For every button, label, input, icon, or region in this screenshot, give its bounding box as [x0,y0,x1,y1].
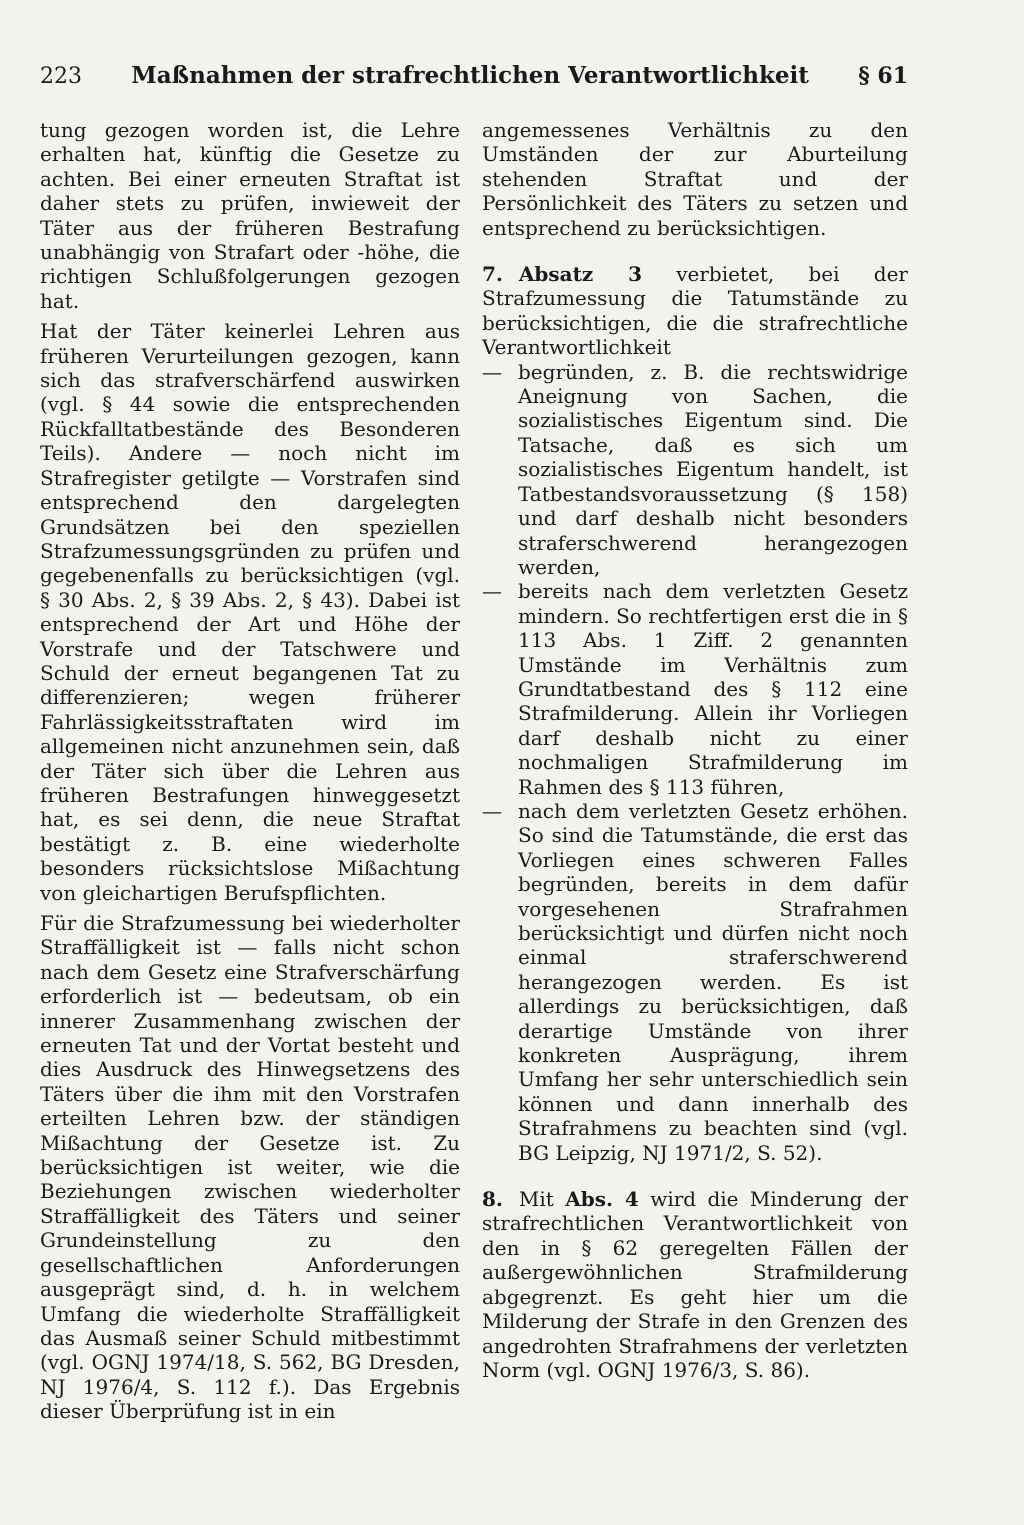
section-8-pre: Mit [518,1187,566,1212]
section-8 [482,1187,908,1382]
section-marker: § 61 [858,63,908,89]
list-item [482,579,908,799]
section-8-bold: Abs. 4 [565,1187,639,1212]
left-paragraph-1: tung gezogen worden ist, die Lehre erhalten hat, künftig die Gesetze zu achten. Bei einer erneuten Straftat ist daher stets zu prüfen, inwieweit der Täter aus der früheren Bestrafung unabhängig von Strafart oder -höhe, die richtigen Schlußfolgerungen gezogen hat. [40,118,460,313]
page-number: 223 [40,64,82,89]
left-paragraph-3: Für die Strafzumessung bei wiederholter Straffälligkeit ist — falls nicht schon nach dem Gesetz eine Strafverschärfung erforderlich ist — bedeutsam, ob ein innerer Zusammenhang zwischen der erneuten Tat und der Vortat besteht und dies Ausdruck des Hinwegsetzens des Täters über die ihm mit den Vorstrafen erteilten Lehren bzw. der ständigen Mißachtung der Gesetze ist. Zu berücksichtigen ist weiter, wie die Beziehungen zwischen wiederholter Straffälligkeit des Täters und seiner Grundeinstellung zu den gesellschaftlichen Anforderungen ausgeprägt sind, d. h. in welchem Umfang die wiederholte Straffälligkeit das Ausmaß seiner Schuld mitbestimmt (vgl. OGNJ 1974/18, S. 562, BG Dresden, NJ 1976/4, S. 112 f.). Das Ergebnis dieser Überprüfung ist in ein [40,911,460,1424]
list-item-text: bereits nach dem verletzten Gesetz mindern. So rechtfertigen erst die in § 113 Abs. 1 Ziff. 2 genannten Umstände im Verhältnis zum Grundtatbestand des § 112 eine Strafmilderung. Allein ihr Vorliegen darf deshalb nicht zu einer nochmaligen Strafmilderung im Rahmen des § 113 führen, [518,579,908,799]
section-7-bold: Absatz 3 [518,262,642,287]
list-item-text: begründen, z. B. die rechtswidrige Aneignung von Sachen, die sozialistisches Eigentum sind. Die Tatsache, daß es sich um sozialistisches Eigentum handelt, ist Tatbestandsvoraussetzung (§ 158) und darf deshalb nicht besonders straferschwerend herangezogen werden, [518,359,908,579]
list-dash: — [482,798,502,823]
right-paragraph-1: angemessenes Verhältnis zu den Umständen der zur Aburteilung stehenden Straftat und der Persönlichkeit des Täters zu setzen und entsprechend zu berücksichtigen. [482,118,908,240]
list-item-text: nach dem verletzten Gesetz erhöhen. So sind die Tatumstände, die erst das Vorliegen eines schweren Falles begründen, bereits in dem dafür vorgesehenen Strafrahmen berücksichtigt und dürfen nicht noch einmal straferschwerend herangezogen werden. Es ist allerdings zu berücksichtigen, daß derartige Umstände von ihrer konkreten Ausprägung, ihrem Umfang her sehr unterschiedlich sein können und dann innerhalb des Strafrahmens zu beachten sind (vgl. BG Leipzig, NJ 1971/2, S. 52). [518,798,908,1165]
section-7 [482,262,908,360]
section-8-number: 8. [482,1187,503,1212]
list-dash: — [482,579,502,604]
right-column [482,118,908,1382]
section-7-text: verbietet, bei der Strafzumessung die Tatumstände zu berücksichtigen, die die strafrechtliche Verantwortlichkeit [482,262,908,360]
list-item [482,360,908,580]
left-column [40,118,460,1424]
section-7-number: 7. [482,262,503,287]
list-dash: — [482,359,502,384]
section-8-text: wird die Minderung der strafrechtlichen Verantwortlichkeit von den in § 62 geregelten Fällen der außergewöhnlichen Strafmilderung abgegrenzt. Es geht hier um die Milderung der Strafe in den Grenzen des angedrohten Strafrahmens der verletzten Norm (vgl. OGNJ 1976/3, S. 86). [482,1187,908,1382]
left-paragraph-2: Hat der Täter keinerlei Lehren aus früheren Verurteilungen gezogen, kann sich das strafverschärfend auswirken (vgl. § 44 sowie die entsprechenden Rückfalltatbestände des Besonderen Teils). Andere — noch nicht im Strafregister getilgte — Vorstrafen sind entsprechend den dargelegten Grundsätzen bei den speziellen Strafzumessungsgründen zu prüfen und gegebenenfalls zu berücksichtigen (vgl. § 30 Abs. 2, § 39 Abs. 2, § 43). Dabei ist entsprechend der Art und Höhe der Vorstrafe und der Tatschwere und Schuld der erneut begangenen Tat zu differenzieren; wegen früherer Fahrlässigkeitsstraftaten wird im allgemeinen nicht anzunehmen sein, daß der Täter sich über die Lehren aus früheren Bestrafungen hinweggesetzt hat, es sei denn, die neue Straftat bestätigt z. B. eine wiederholte besonders rücksichtslose Mißachtung von gleichartigen Berufspflichten. [40,319,460,905]
running-title: Maßnahmen der strafrechtlichen Verantwortlichkeit [131,62,809,89]
running-header [40,62,908,102]
list-item [482,799,908,1165]
